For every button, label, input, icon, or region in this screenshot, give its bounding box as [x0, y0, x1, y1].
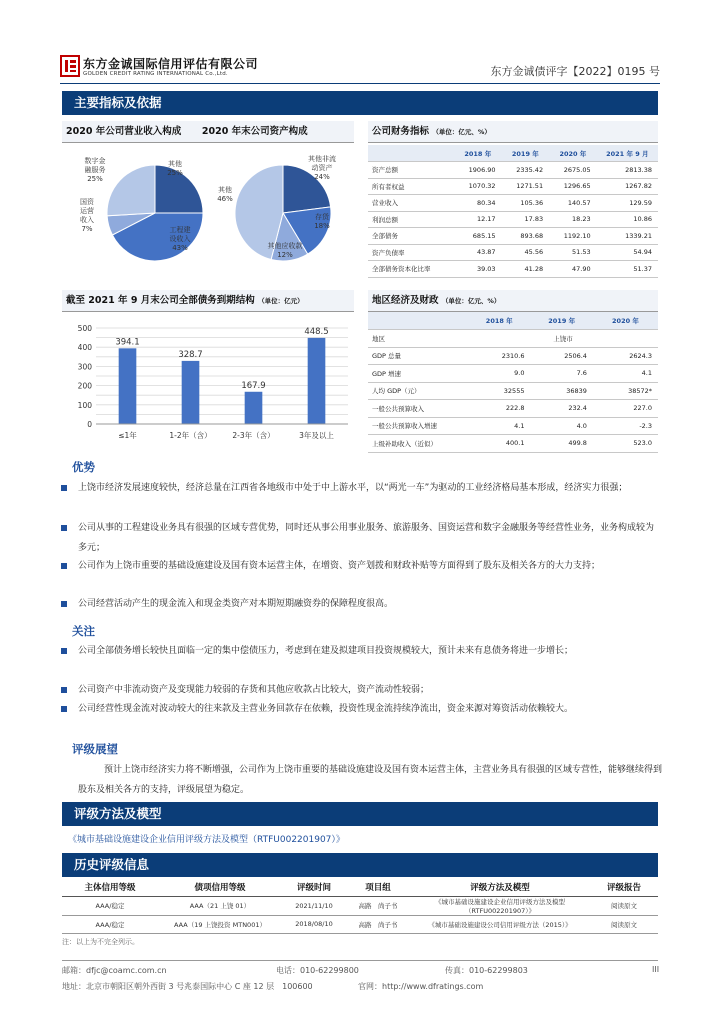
- section-banner-history: 历史评级信息: [62, 853, 658, 877]
- pie1-title: 2020 年公司营业收入构成: [66, 126, 182, 137]
- fin-row-label: 营业收入: [368, 195, 454, 212]
- bullet-square-icon: [61, 601, 67, 607]
- region-col-2018: 2018 年: [468, 312, 530, 330]
- footer-address: 地址：北京市朝阳区朝外西街 3 号兆泰国际中心 C 座 12 层 100600: [62, 982, 313, 991]
- region-cell: 523.0: [593, 435, 658, 453]
- fin-col-2020: 2020 年: [549, 145, 597, 162]
- bullet-square-icon: [61, 563, 67, 569]
- bullet-square-icon: [61, 706, 67, 712]
- outlook-text: 预计上饶市经济实力将不断增强，公司作为上饶市重要的基础设施建设及国有资本运营主体，主营业务具有很强的区域专营性，能够继续得到股东及相关各方的支持，评级展望为稳定。: [78, 765, 663, 795]
- section-banner-main: 主要指标及依据: [62, 91, 658, 115]
- debt-chart-header: [62, 290, 354, 312]
- method-link[interactable]: 《城市基础设施建设企业信用评级方法及模型（RTFU002201907）》: [68, 835, 345, 845]
- bullet-square-icon: [61, 485, 67, 491]
- financial-indicators-table: [368, 145, 658, 278]
- concern-item: 公司全部债务增长较快且面临一定的集中偿债压力，考虑到在建及拟建项目投资规模较大，预计未来有息债务将进一步增长；: [78, 641, 662, 661]
- region-cell: -2.3: [593, 417, 658, 435]
- region-table-row: [368, 400, 658, 418]
- footer-website[interactable]: 官网：http://www.dfratings.com: [358, 982, 484, 991]
- footer-divider: [62, 960, 658, 961]
- history-date: 2021/11/10: [282, 896, 346, 915]
- company-logo-icon: [60, 55, 80, 77]
- bar: [119, 348, 137, 424]
- history-header-row: [62, 878, 658, 896]
- fin-cell: 41.28: [502, 261, 550, 278]
- page-number: III: [652, 965, 660, 974]
- bar-value-label: 394.1: [115, 337, 140, 348]
- document-number: 东方金诚债评字【2022】0195 号: [490, 65, 660, 78]
- region-cell: 2624.3: [593, 347, 658, 365]
- history-team: 高路 尚子书: [346, 915, 410, 933]
- fin-cell: 2813.38: [597, 162, 658, 179]
- fin-cell: 18.23: [549, 211, 597, 228]
- history-col-issue: 债项信用等级: [158, 878, 282, 896]
- x-category-label: 2-3年（含）: [232, 431, 275, 440]
- region-cell: 32555: [468, 382, 530, 400]
- y-tick-label: 300: [77, 362, 92, 372]
- company-name-en: GOLDEN CREDIT RATING INTERNATIONAL Co.,Ltd.: [83, 71, 228, 77]
- history-entity: AAA/稳定: [62, 896, 158, 915]
- fin-cell: 2675.05: [549, 162, 597, 179]
- fin-table-row: [368, 162, 658, 179]
- y-tick-label: 400: [77, 343, 92, 353]
- pie1-label-other: 其他 25%: [167, 160, 183, 177]
- fin-row-label: 所有者权益: [368, 178, 454, 195]
- fin-cell: 1271.51: [502, 178, 550, 195]
- region-cell: 400.1: [468, 435, 530, 453]
- fin-table-title: 公司财务指标: [372, 126, 430, 137]
- region-table-row: [368, 365, 658, 383]
- outlook-heading: 评级展望: [72, 742, 118, 756]
- region-header-row: [368, 312, 658, 330]
- fin-cell: 1339.21: [597, 228, 658, 245]
- bullet-square-icon: [61, 687, 67, 693]
- history-note: 注：以上为不完全列示。: [62, 938, 139, 946]
- rating-history-table: [62, 878, 658, 934]
- fin-table-row: [368, 228, 658, 245]
- debt-maturity-bar-chart: [66, 318, 356, 446]
- advantage-item: 公司经营活动产生的现金流入和现金类资产对本期短期融资券的保障程度很高。: [78, 594, 662, 614]
- pie2-title: 2020 年末公司资产构成: [201, 126, 308, 137]
- bar-value-label: 167.9: [241, 380, 266, 391]
- advantage-item: 上饶市经济发展速度较快，经济总量在江西省各地级市中处于中上游水平，以“两光一车”为驱动的工业经济格局基本形成，经济实力很强；: [78, 478, 662, 498]
- debt-chart-title: 截至 2021 年 9 月末公司全部债务到期结构: [66, 295, 255, 306]
- region-table-row: [368, 347, 658, 365]
- region-cell: 2506.4: [530, 347, 592, 365]
- history-method-link[interactable]: 《城市基础设施建设公司信用评级方法（2015）》: [410, 915, 590, 933]
- fin-cell: 17.83: [502, 211, 550, 228]
- region-cell: 232.4: [530, 400, 592, 418]
- fin-cell: 80.34: [454, 195, 502, 212]
- fin-row-label: 资产负债率: [368, 244, 454, 261]
- region-table-row: [368, 382, 658, 400]
- bullet-square-icon: [61, 525, 67, 531]
- history-col-report: 评级报告: [590, 878, 658, 896]
- fin-cell: 1296.65: [549, 178, 597, 195]
- region-cell: 7.6: [530, 365, 592, 383]
- fin-cell: 12.17: [454, 211, 502, 228]
- pie1-slice-digital-finance: [107, 165, 155, 216]
- region-cell: 227.0: [593, 400, 658, 418]
- history-row: [62, 915, 658, 933]
- fin-cell: 129.59: [597, 195, 658, 212]
- bullet-square-icon: [61, 648, 67, 654]
- region-row-label: 人均 GDP（元）: [368, 382, 468, 400]
- history-row: [62, 896, 658, 915]
- bar-value-label: 328.7: [178, 349, 203, 360]
- fin-table-row: [368, 244, 658, 261]
- region-name-row: [368, 330, 658, 348]
- fin-cell: 39.03: [454, 261, 502, 278]
- history-report-link[interactable]: 阅读原文: [590, 896, 658, 915]
- pie1-label-digital-finance: 数字金 融服务 25%: [84, 157, 106, 183]
- fin-cell: 140.57: [549, 195, 597, 212]
- fin-col-2018: 2018 年: [454, 145, 502, 162]
- region-cell: 499.8: [530, 435, 592, 453]
- history-entity: AAA/稳定: [62, 915, 158, 933]
- pie2-label-other: 其他 46%: [217, 186, 233, 203]
- x-category-label: 3年及以上: [299, 431, 334, 440]
- fin-col-2021-09: 2021 年 9 月: [597, 145, 658, 162]
- region-cell: 4.1: [593, 365, 658, 383]
- fin-row-label: 全部债务: [368, 228, 454, 245]
- fin-cell: 10.86: [597, 211, 658, 228]
- region-row-label: 上级补助收入（近似）: [368, 435, 468, 453]
- debt-chart-unit: （单位：亿元）: [258, 297, 304, 305]
- fin-cell: 43.87: [454, 244, 502, 261]
- history-issue: AAA（19 上饶投资 MTN001）: [158, 915, 282, 933]
- region-col-blank: [368, 312, 468, 330]
- region-col-2020: 2020 年: [593, 312, 658, 330]
- region-table-row: [368, 435, 658, 453]
- fin-table-unit: （单位：亿元、%）: [432, 128, 491, 136]
- fin-cell: 893.68: [502, 228, 550, 245]
- footer-email: 邮箱：dfjc@coamc.com.cn: [62, 966, 167, 975]
- advantages-heading: 优势: [72, 460, 95, 474]
- fin-cell: 1267.82: [597, 178, 658, 195]
- y-tick-label: 100: [77, 400, 92, 410]
- fin-table-row: [368, 178, 658, 195]
- region-col-2019: 2019 年: [530, 312, 592, 330]
- region-table-row: [368, 417, 658, 435]
- history-team: 高路 尚子书: [346, 896, 410, 915]
- pie1-label-engineering: 工程建 设收入 43%: [169, 226, 191, 252]
- region-label: 地区: [368, 330, 468, 348]
- history-date: 2018/08/10: [282, 915, 346, 933]
- x-category-label: ≤1年: [118, 431, 137, 440]
- bar-value-label: 448.5: [304, 326, 329, 337]
- x-category-label: 1-2年（含）: [169, 431, 212, 440]
- footer-phone: 电话：010-62299800: [276, 966, 359, 975]
- fin-cell: 105.36: [502, 195, 550, 212]
- fin-cell: 47.90: [549, 261, 597, 278]
- region-row-label: GDP 总量: [368, 347, 468, 365]
- fin-cell: 1070.32: [454, 178, 502, 195]
- bar: [308, 338, 326, 424]
- region-cell: 222.8: [468, 400, 530, 418]
- pie1-label-state-assets: 国资 运营 收入 7%: [80, 198, 94, 233]
- fin-row-label: 利润总额: [368, 211, 454, 228]
- y-tick-label: 0: [87, 420, 92, 429]
- fin-table-row: [368, 211, 658, 228]
- fin-cell: 45.56: [502, 244, 550, 261]
- history-issue: AAA（21 上饶 01）: [158, 896, 282, 915]
- history-col-team: 项目组: [346, 878, 410, 896]
- advantage-item: 公司作为上饶市重要的基础设施建设及国有资本运营主体，在增资、资产划拨和财政补贴等方面得到了股东及相关各方的大力支持；: [78, 556, 662, 576]
- fin-table-row: [368, 261, 658, 278]
- footer-fax: 传真：010-62299803: [445, 966, 528, 975]
- fin-cell: 1906.90: [454, 162, 502, 179]
- history-col-date: 评级时间: [282, 878, 346, 896]
- region-name: 上饶市: [468, 330, 658, 348]
- fin-cell: 1192.10: [549, 228, 597, 245]
- pie2-label-inventory: 存货 18%: [314, 213, 330, 230]
- region-row-label: GDP 增速: [368, 365, 468, 383]
- pie2-label-noncurrent: 其他非流 动资产 24%: [308, 155, 336, 181]
- pie-section-header: [62, 121, 354, 143]
- region-cell: 4.0: [530, 417, 592, 435]
- fin-row-label: 全部债务资本化比率: [368, 261, 454, 278]
- fin-table-header-row: [368, 145, 658, 162]
- regional-economy-table: [368, 312, 658, 453]
- region-cell: 2310.6: [468, 347, 530, 365]
- fin-col-blank: [368, 145, 454, 162]
- region-row-label: 一般公共预算收入: [368, 400, 468, 418]
- region-cell: 4.1: [468, 417, 530, 435]
- fin-table-row: [368, 195, 658, 212]
- history-col-entity: 主体信用等级: [62, 878, 158, 896]
- fin-cell: 685.15: [454, 228, 502, 245]
- fin-cell: 2335.42: [502, 162, 550, 179]
- concern-item: 公司资产中非流动资产及变现能力较弱的存货和其他应收款占比较大，资产流动性较弱；: [78, 680, 662, 700]
- region-table-unit: （单位：亿元、%）: [441, 297, 501, 305]
- region-cell: 36839: [530, 382, 592, 400]
- section-banner-method: 评级方法及模型: [62, 802, 658, 826]
- history-method-link[interactable]: 《城市基础设施建设企业信用评级方法及模型 （RTFU002201907）》: [410, 896, 590, 915]
- advantage-item: 公司从事的工程建设业务具有很强的区域专营优势，同时还从事公用事业服务、旅游服务、国资运营和数字金融服务等经营性业务，业务构成较为多元；: [78, 518, 662, 558]
- concerns-heading: 关注: [72, 624, 95, 638]
- fin-cell: 51.53: [549, 244, 597, 261]
- fin-row-label: 资产总额: [368, 162, 454, 179]
- company-name-cn: 东方金诚国际信用评估有限公司: [83, 57, 259, 71]
- region-table-header: [368, 290, 658, 312]
- bar: [245, 392, 263, 424]
- pie2-label-receivables: 其他应收款 12%: [267, 242, 303, 259]
- fin-table-header: [368, 121, 658, 143]
- bar: [182, 361, 200, 424]
- history-report-link[interactable]: 阅读原文: [590, 915, 658, 933]
- region-table-title: 地区经济及财政: [372, 295, 439, 306]
- fin-cell: 51.37: [597, 261, 658, 278]
- fin-col-2019: 2019 年: [502, 145, 550, 162]
- region-cell: 9.0: [468, 365, 530, 383]
- concern-item: 公司经营性现金流对波动较大的往来款及主营业务回款存在依赖，投资性现金流持续净流出，资金来源对筹资活动依赖较大。: [78, 699, 662, 719]
- region-row-label: 一般公共预算收入增速: [368, 417, 468, 435]
- history-col-method: 评级方法及模型: [410, 878, 590, 896]
- fin-cell: 54.94: [597, 244, 658, 261]
- region-cell: 38572*: [593, 382, 658, 400]
- y-tick-label: 500: [77, 324, 92, 333]
- y-tick-label: 200: [77, 381, 92, 391]
